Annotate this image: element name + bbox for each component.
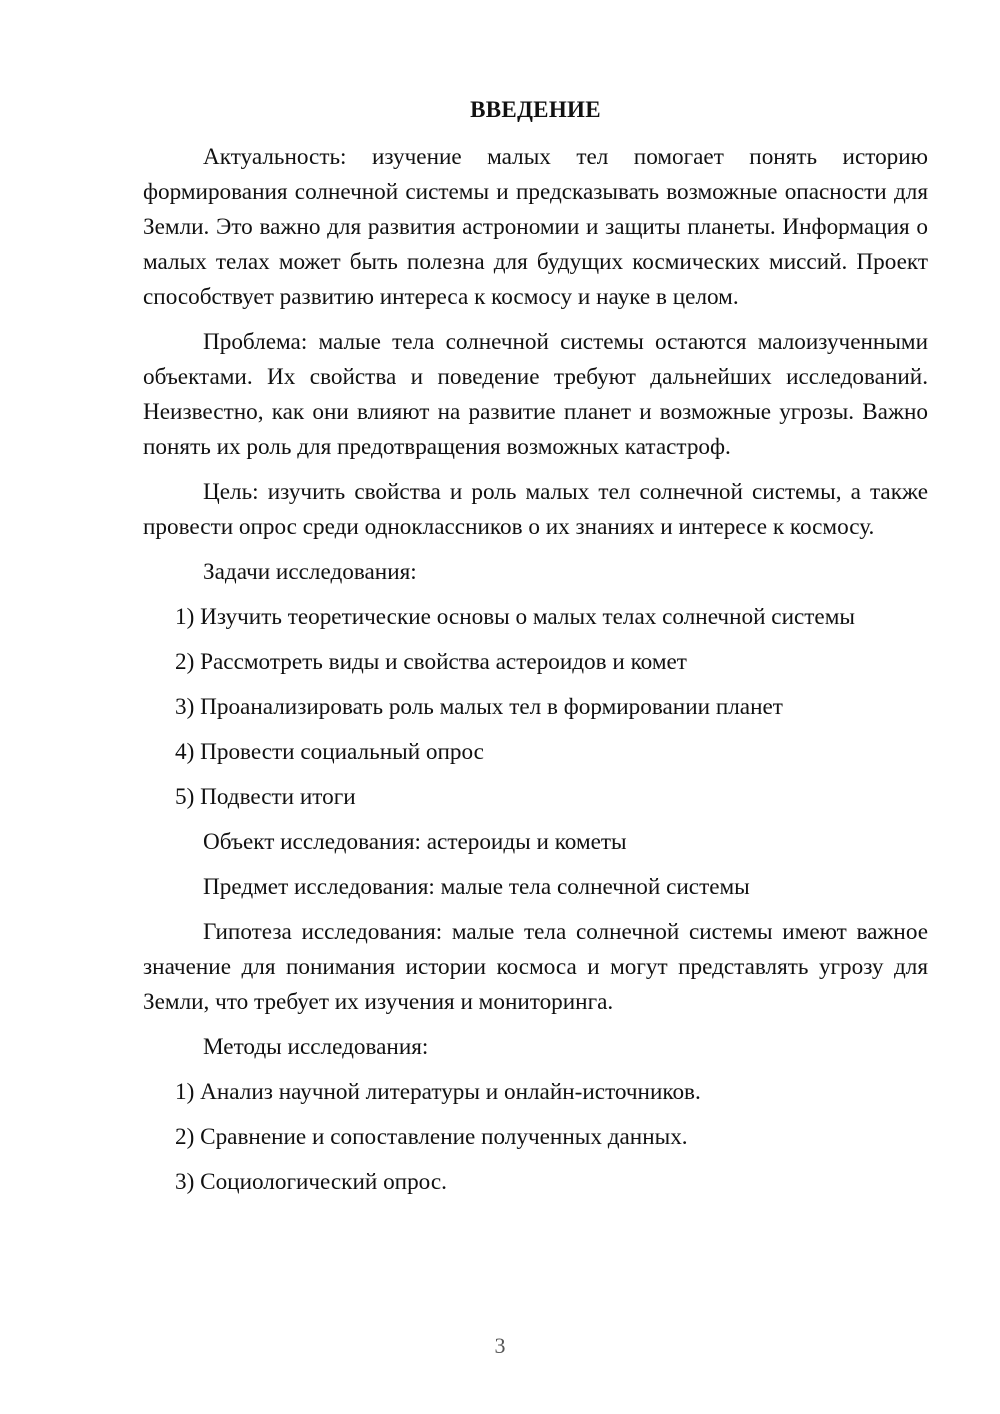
document-page xyxy=(143,95,928,1210)
task-item: 4) Провести социальный опрос xyxy=(175,739,484,765)
task-item: 1) Изучить теоретические основы о малых телах солнечной системы xyxy=(175,604,855,630)
methods-label: Методы исследования: xyxy=(203,1034,429,1060)
method-item: 1) Анализ научной литературы и онлайн-источников. xyxy=(175,1079,701,1105)
research-object: Объект исследования: астероиды и кометы xyxy=(203,829,627,855)
method-item: 3) Социологический опрос. xyxy=(175,1169,447,1195)
tasks-label: Задачи исследования: xyxy=(203,559,417,585)
goal-paragraph: Цель: изучить свойства и роль малых тел солнечной системы, а также провести опрос среди одноклассников о их знаниях и интересе к космосу. xyxy=(143,479,928,540)
task-item: 2) Рассмотреть виды и свойства астероидов и комет xyxy=(175,649,687,675)
hypothesis-paragraph: Гипотеза исследования: малые тела солнечной системы имеют важное значение для понимания истории космоса и могут представлять угрозу для Земли, что требует их изучения и мониторинга. xyxy=(143,919,928,1015)
problem-paragraph: Проблема: малые тела солнечной системы остаются малоизученными объектами. Их свойства и поведение требуют дальнейших исследований. Неизвестно, как они влияют на развитие планет и возможные угрозы. Важно понять их роль для предотвращения возможных катастроф. xyxy=(143,329,928,460)
task-item: 5) Подвести итоги xyxy=(175,784,356,810)
task-item: 3) Проанализировать роль малых тел в формировании планет xyxy=(175,694,783,720)
method-item: 2) Сравнение и сопоставление полученных данных. xyxy=(175,1124,688,1150)
section-heading: ВВЕДЕНИЕ xyxy=(470,97,601,122)
research-subject: Предмет исследования: малые тела солнечной системы xyxy=(203,874,750,900)
relevance-paragraph: Актуальность: изучение малых тел помогает понять историю формирования солнечной системы и предсказывать возможные опасности для Земли. Это важно для развития астрономии и защиты планеты. Информация о малых телах может быть полезна для будущих космических миссий. Проект способствует развитию интереса к космосу и науке в целом. xyxy=(143,144,928,310)
page-number: 3 xyxy=(494,1333,506,1358)
